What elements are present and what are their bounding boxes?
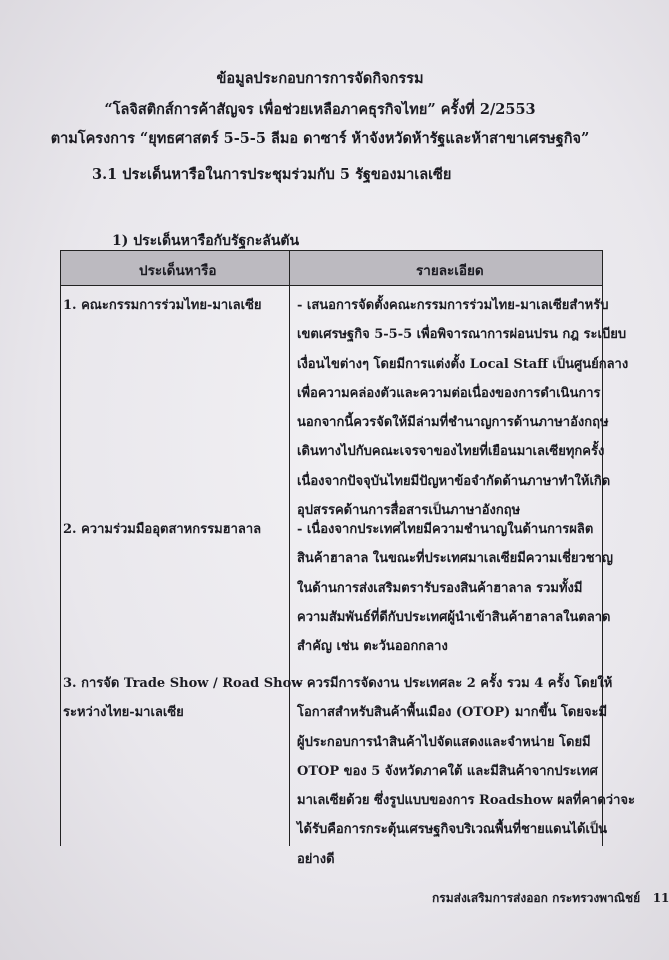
subsection-heading: 1) ประเด็นหารือกับรัฐกะลันตัน <box>112 233 300 249</box>
detail-line: เพื่อความคล่องตัวและความต่อเนื่องของการดำเนินการ <box>297 385 601 401</box>
page-number: 11 <box>652 891 669 905</box>
discussion-table <box>60 250 635 867</box>
project-title: ตามโครงการ “ยุทธศาสตร์ 5-5-5 ลีมอ ดาซาร์ ห้าจังหวัดห้ารัฐและห้าสาขาเศรษฐกิจ” <box>50 130 590 147</box>
page-footer <box>432 889 669 908</box>
detail-line: เขตเศรษฐกิจ 5-5-5 เพื่อพิจารณาการผ่อนปรน กฎ ระเบียบ <box>297 327 627 343</box>
detail-line: ผู้ประกอบการนำสินค้าไปจัดแสดงและจำหน่าย โดยมี <box>297 734 591 750</box>
detail-line: นอกจากนี้ควรจัดให้มีล่ามที่ชำนาญการด้านภาษาอังกฤษ <box>297 415 609 431</box>
table-row-detail <box>297 669 635 874</box>
detail-line: ความสัมพันธ์ที่ดีกับประเทศผู้นำเข้าสินค้าฮาลาลในตลาด <box>297 609 611 625</box>
document-subtitle: “โลจิสติกส์การค้าสัญจร เพื่อช่วยเหลือภาคธุรกิจไทย” ครั้งที่ 2/2553 <box>104 101 536 118</box>
detail-line: มาเลเซียด้วย ซึ่งรูปแบบของการ Roadshow ผลที่คาดว่าจะ <box>297 793 635 809</box>
table-row-detail <box>297 291 628 525</box>
detail-line: เนื่องจากปัจจุบันไทยมีปัญหาข้อจำกัดด้านภาษาทำให้เกิด <box>297 473 611 489</box>
table-row-detail <box>297 515 613 661</box>
detail-line: - ควรมีการจัดงาน ประเทศละ 2 ครั้ง รวม 4 ครั้ง โดยให้ <box>297 676 613 691</box>
detail-line: โอกาสสำหรับสินค้าพื้นเมือง (OTOP) มากขึ้น โดยจะมี <box>297 705 608 721</box>
detail-line: สินค้าฮาลาล ในขณะที่ประเทศมาเลเซียมีความเชี่ยวชาญ <box>297 551 614 567</box>
section-heading: 3.1 ประเด็นหารือในการประชุมร่วมกับ 5 รัฐของมาเลเซีย <box>92 166 452 183</box>
footer-department: กรมส่งเสริมการส่งออก กระทรวงพาณิชย์ <box>432 891 641 905</box>
detail-line: OTOP ของ 5 จังหวัดภาคใต้ และมีสินค้าจากประเทศ <box>297 763 598 779</box>
topic-line: 3. การจัด Trade Show / Road Show <box>63 676 303 691</box>
document-title: ข้อมูลประกอบการการจัดกิจกรรม <box>216 70 424 87</box>
column-header-topic: ประเด็นหารือ <box>139 263 217 279</box>
detail-line: ในด้านการส่งเสริมตรารับรองสินค้าฮาลาล รวมทั้งมี <box>297 580 583 596</box>
detail-line: - เนื่องจากประเทศไทยมีความชำนาญในด้านการผลิต <box>297 522 594 537</box>
table-row-topic <box>63 669 302 728</box>
detail-line: ได้รับคือการกระตุ้นเศรษฐกิจบริเวณพื้นที่ชายแดนได้เป็น <box>297 822 608 838</box>
detail-line: เดินทางไปกับคณะเจรจาของไทยที่เยือนมาเลเซียทุกครั้ง <box>297 444 605 460</box>
topic-line: ระหว่างไทย-มาเลเซีย <box>63 705 184 721</box>
column-divider <box>289 251 290 846</box>
table-row-topic <box>63 515 261 544</box>
detail-line: อย่างดี <box>297 851 335 867</box>
topic-line: 1. คณะกรรมการร่วมไทย-มาเลเซีย <box>63 298 262 313</box>
detail-line: อุปสรรคด้านการสื่อสารเป็นภาษาอังกฤษ <box>297 503 521 519</box>
detail-line: สำคัญ เช่น ตะวันออกกลาง <box>297 639 448 655</box>
detail-line: - เสนอการจัดตั้งคณะกรรมการร่วมไทย-มาเลเซียสำหรับ <box>297 298 609 313</box>
detail-line: เงื่อนไขต่างๆ โดยมีการแต่งตั้ง Local Staff เป็นศูนย์กลาง <box>297 356 629 372</box>
topic-line: 2. ความร่วมมืออุตสาหกรรมฮาลาล <box>63 522 262 537</box>
column-header-detail: รายละเอียด <box>416 263 484 279</box>
table-header <box>61 251 602 286</box>
table-row-topic <box>63 291 262 320</box>
